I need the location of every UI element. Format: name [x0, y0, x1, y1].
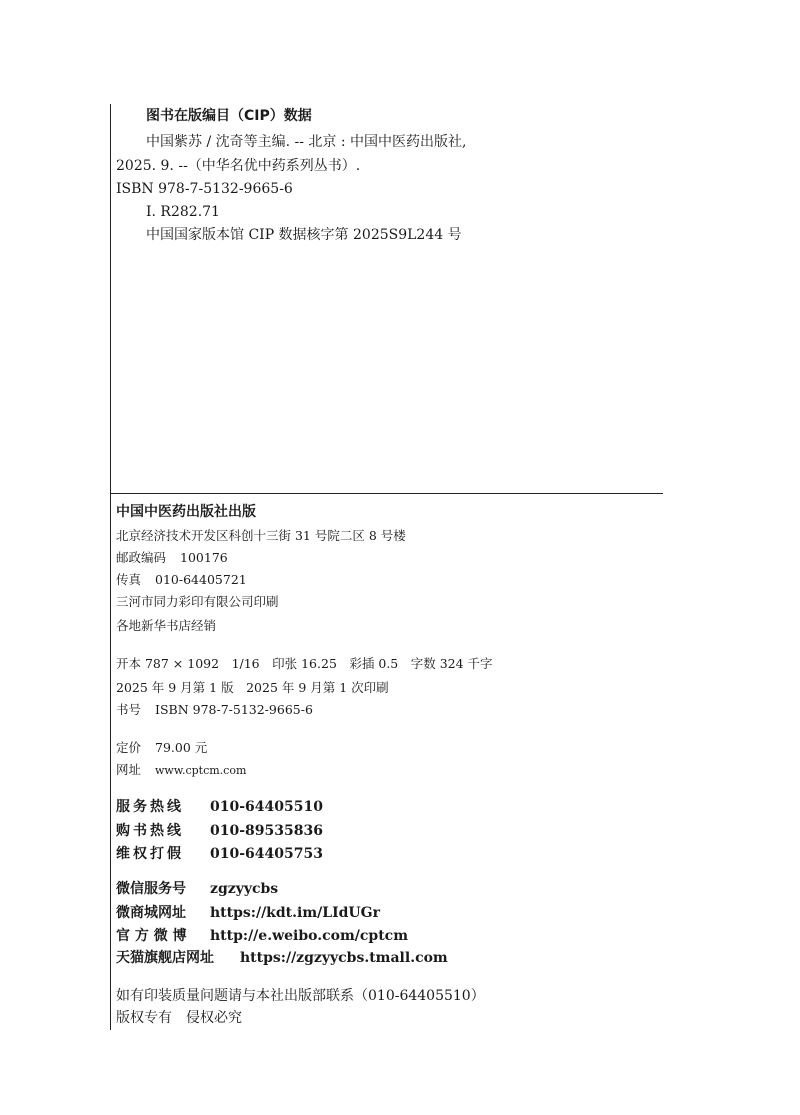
weibo-label: 官 方 微 博 [116, 928, 187, 944]
copyright-reserved: 版权专有 [116, 1010, 172, 1026]
cip-classification-line: Ⅰ. R282.71 [146, 204, 220, 220]
price-value: 79.00 元 [155, 740, 208, 755]
microshop-label: 微商城网址 [116, 905, 186, 921]
hotline-service-number: 010-64405510 [210, 799, 323, 815]
cip-series-line: 2025. 9. --（中华名优中药系列丛书）. [116, 158, 361, 174]
postcode-value: 100176 [180, 550, 228, 565]
fax-line [116, 571, 247, 589]
isbn-value: ISBN 978-7-5132-9665-6 [155, 702, 313, 717]
hotline-purchase-label: 购书热线 [116, 823, 184, 839]
section-divider [110, 493, 663, 494]
copyright-line [116, 1009, 242, 1027]
address-line: 北京经济技术开发区科创十三街 31 号院二区 8 号楼 [116, 528, 406, 543]
hotline-antipiracy-label: 维权打假 [116, 846, 184, 862]
isbn-label: 书号 [116, 702, 142, 717]
hotline-antipiracy-number: 010-64405753 [210, 846, 323, 862]
hotline-purchase-number: 010-89535836 [210, 823, 323, 839]
wechat-label: 微信服务号 [116, 881, 186, 897]
format-line: 开本 787 × 1092 1/16 印张 16.25 彩插 0.5 字数 324 千字 [116, 656, 493, 671]
margin-vertical-rule [110, 104, 111, 1030]
hotline-service-label: 服务热线 [116, 799, 184, 815]
microshop-line [116, 904, 380, 922]
weibo-line [116, 927, 408, 945]
cip-isbn-line: ISBN 978-7-5132-9665-6 [116, 181, 293, 197]
wechat-line [116, 880, 278, 898]
fax-value: 010-64405721 [155, 572, 247, 587]
tmall-label: 天猫旗舰店网址 [116, 950, 214, 966]
publisher-line: 中国中医药出版社出版 [116, 504, 256, 520]
tmall-line [116, 949, 448, 967]
wechat-id: zgzyycbs [210, 881, 279, 897]
fax-label: 传真 [116, 572, 142, 587]
quality-notice: 如有印装质量问题请与本社出版部联系（010-64405510） [116, 988, 485, 1004]
cip-heading: 图书在版编目（CIP）数据 [146, 108, 312, 124]
microshop-link[interactable]: https://kdt.im/LIdUGr [210, 905, 380, 921]
distributor-line: 各地新华书店经销 [116, 618, 217, 633]
website-label: 网址 [116, 762, 142, 777]
cip-record-number-line: 中国国家版本馆 CIP 数据核字第 2025S9L244 号 [146, 227, 462, 243]
edition-line: 2025 年 9 月第 1 版 2025 年 9 月第 1 次印刷 [116, 680, 389, 695]
hotline-service [116, 798, 323, 816]
website-link[interactable]: www.cptcm.com [155, 764, 247, 777]
cip-title-line: 中国紫苏 / 沈奇等主编. -- 北京 : 中国中医药出版社, [146, 134, 467, 150]
copyright-infringement: 侵权必究 [186, 1010, 242, 1026]
website-line [116, 761, 246, 780]
hotline-purchase [116, 822, 323, 840]
isbn-line [116, 701, 313, 719]
postcode-line [116, 549, 228, 567]
tmall-link[interactable]: https://zgzyycbs.tmall.com [240, 950, 448, 966]
weibo-link[interactable]: http://e.weibo.com/cptcm [210, 928, 409, 944]
hotline-antipiracy [116, 845, 323, 863]
price-label: 定价 [116, 740, 142, 755]
printer-line: 三河市同力彩印有限公司印刷 [116, 594, 279, 609]
price-line [116, 739, 207, 757]
postcode-label: 邮政编码 [116, 550, 167, 565]
